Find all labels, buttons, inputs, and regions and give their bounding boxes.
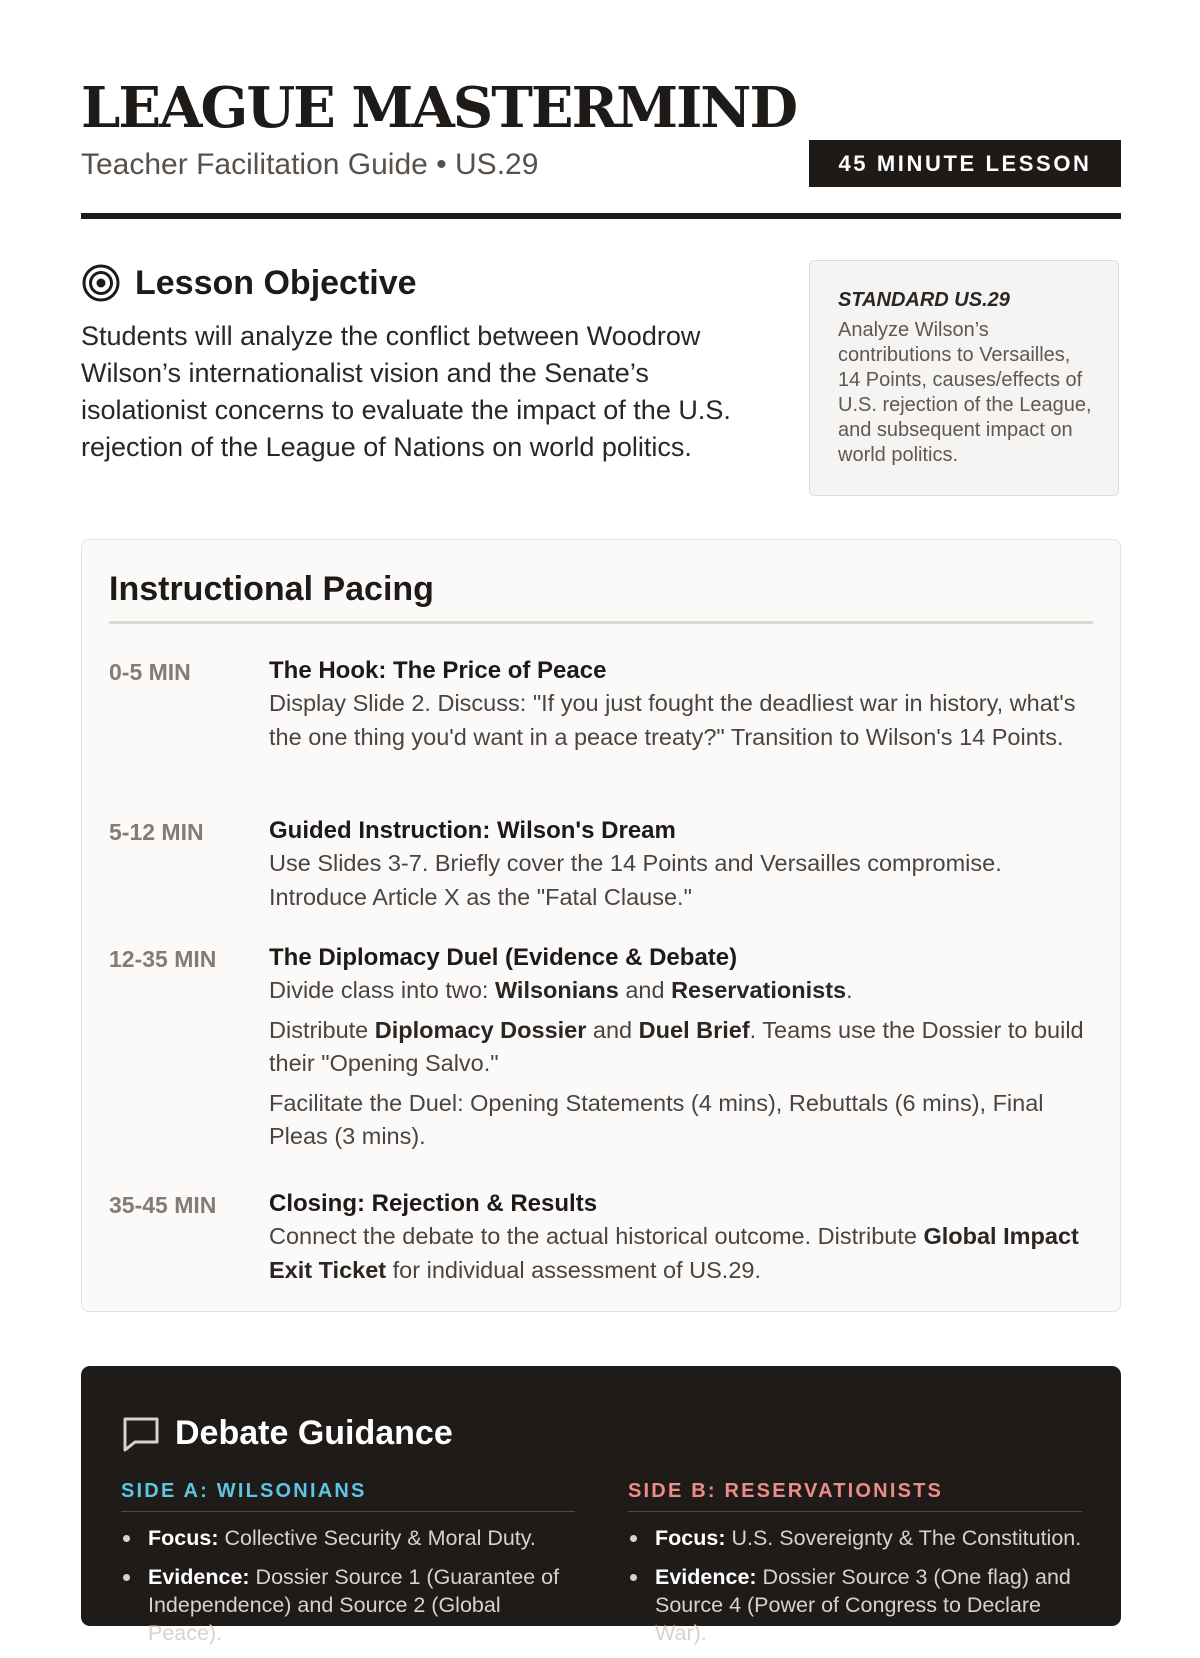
pacing-divider <box>109 621 1093 624</box>
side-b-label: SIDE B: RESERVATIONISTS <box>628 1480 1082 1512</box>
page-title: LEAGUE MASTERMIND <box>81 75 797 141</box>
side-a-label: SIDE A: WILSONIANS <box>121 1480 575 1512</box>
step-description: Facilitate the Duel: Opening Statements (4 mins), Rebuttals (6 mins), Final Pleas (3 mins). <box>269 1089 1044 1149</box>
time-label: 12-35 MIN <box>109 946 217 972</box>
pacing-content <box>269 655 1093 754</box>
team-name: Reservationists <box>671 977 847 1003</box>
step-description: Use Slides 3-7. Briefly cover the 14 Points and Versailles compromise. Introduce Article X as the "Fatal Clause." <box>269 850 1002 910</box>
list-item: Evidence: Dossier Source 1 (Guarantee of Independence) and Source 2 (Global Peace). <box>121 1563 575 1647</box>
standard-text: Analyze Wilson’s contributions to Versailles, 14 Points, causes/effects of U.S. rejection of the League, and subsequent impact on world politics. <box>838 319 1092 466</box>
side-b-list <box>628 1524 1082 1647</box>
side-b-column <box>628 1480 1082 1658</box>
list-item: Evidence: Dossier Source 3 (One flag) and Source 4 (Power of Congress to Declare War). <box>628 1563 1082 1647</box>
side-a-column <box>121 1480 575 1658</box>
debate-guidance-panel <box>81 1366 1121 1645</box>
debate-heading <box>121 1414 453 1453</box>
pacing-content <box>269 815 1093 914</box>
page-subtitle: Teacher Facilitation Guide • US.29 <box>81 148 539 181</box>
step-description: Connect the debate to the actual historical outcome. Distribute Global Impact Exit Ticket for individual assessment of US.29. <box>269 1223 1079 1283</box>
header-divider <box>81 213 1121 219</box>
standard-card <box>809 260 1119 496</box>
step-title: The Diplomacy Duel (Evidence & Debate) <box>269 944 738 971</box>
objective-text: Students will analyze the conflict between Woodrow Wilson’s internationalist vision and the Senate’s isolationist concerns to evaluate the impact of the U.S. rejection of the League of Nations on world politics. <box>81 321 731 462</box>
target-icon <box>81 263 121 303</box>
time-label: 5-12 MIN <box>109 819 204 845</box>
standard-label: STANDARD US.29 <box>838 289 1010 311</box>
pacing-content <box>269 1188 1093 1287</box>
objective-title: Lesson Objective <box>135 263 417 302</box>
step-title: Closing: Rejection & Results <box>269 1190 598 1217</box>
team-name: Wilsonians <box>494 977 619 1003</box>
step-title: Guided Instruction: Wilson's Dream <box>269 817 676 844</box>
step-description: Divide class into two: Wilsonians and Reservationists. <box>269 977 853 1003</box>
handout-name: Duel Brief <box>638 1016 750 1043</box>
pacing-title: Instructional Pacing <box>109 570 434 608</box>
list-item: Focus: U.S. Sovereignty & The Constitution. <box>628 1524 1082 1552</box>
objective-heading <box>81 263 417 303</box>
step-description: Display Slide 2. Discuss: "If you just fought the deadliest war in history, what's the one thing you'd want in a peace treaty?" Transition to Wilson's 14 Points. <box>269 690 1076 750</box>
duration-badge: 45 MINUTE LESSON <box>809 140 1121 187</box>
chat-bubble-icon <box>121 1415 161 1453</box>
debate-title: Debate Guidance <box>175 1414 453 1452</box>
handout-name: Global Impact Exit Ticket <box>269 1223 1079 1283</box>
pacing-content <box>269 942 1093 1154</box>
instructional-pacing-panel <box>81 539 1121 1312</box>
list-item: Focus: Collective Security & Moral Duty. <box>121 1524 575 1552</box>
side-a-list <box>121 1524 575 1647</box>
time-label: 35-45 MIN <box>109 1192 217 1218</box>
step-description: Distribute Diplomacy Dossier and Duel Brief. Teams use the Dossier to build their "Opening Salvo." <box>269 1016 1084 1076</box>
handout-name: Diplomacy Dossier <box>374 1016 587 1043</box>
step-title: The Hook: The Price of Peace <box>269 657 607 684</box>
time-label: 0-5 MIN <box>109 659 191 685</box>
